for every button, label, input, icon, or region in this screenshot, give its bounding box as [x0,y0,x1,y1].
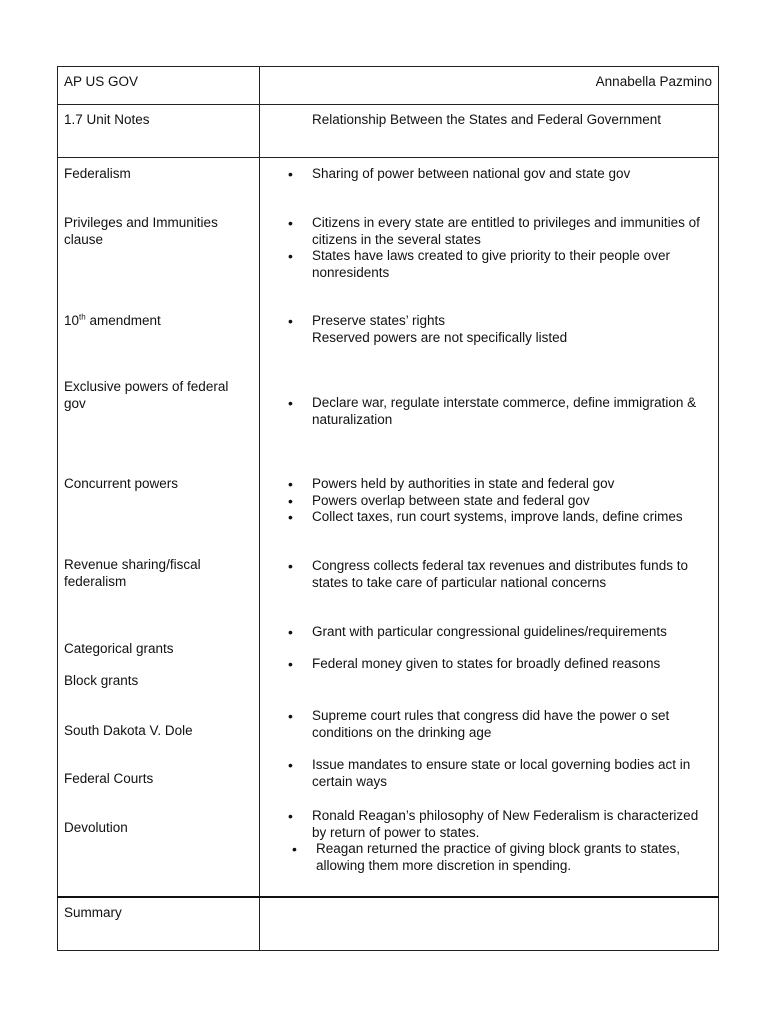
list-item: • Sharing of power between national gov and state gov [260,166,719,183]
student-name: Annabella Pazmino [260,67,719,105]
topic-title: Relationship Between the States and Federal Government [260,105,719,158]
summary-content [260,897,719,951]
notes-concurrent [260,476,719,526]
list-item: • Congress collects federal tax revenues and distributes funds to states to take care of particular national concerns [260,558,719,591]
cornell-notes-table [57,66,719,951]
notes-tenth [260,313,719,346]
term-tenth-word: amendment [85,313,161,328]
subheader-row [58,105,719,158]
list-item: • Citizens in every state are entitled to privileges and immunities of citizens in the several states [260,215,719,248]
notes-block [260,656,719,673]
notes-revenue [260,558,719,591]
term-revenue-sharing: Revenue sharing/fiscal federalism [64,557,201,589]
term-exclusive-powers: Exclusive powers of federal gov [64,379,229,411]
term-federalism: Federalism [64,166,131,181]
summary-row [58,897,719,951]
list-item: • Preserve states’ rights [260,313,719,330]
term-concurrent-powers: Concurrent powers [64,476,179,491]
term-categorical-grants: Categorical grants [64,641,174,656]
term-tenth-number: 10 [64,313,80,328]
list-item: • States have laws created to give priority to their people over nonresidents [260,248,719,281]
notes-categorical [260,624,719,641]
notes-devolution [260,808,719,874]
list-item: • Supreme court rules that congress did have the power o set conditions on the drinking age [260,708,719,741]
list-item: • Reagan returned the practice of giving block grants to states, allowing them more discretion in spending. [260,841,719,874]
list-item: Reserved powers are not specifically listed [312,329,568,345]
term-privileges-immunities: Privileges and Immunities clause [64,215,218,247]
list-item: • Grant with particular congressional guidelines/requirements [260,624,719,641]
list-item: • Powers held by authorities in state and federal gov [260,476,719,493]
term-tenth-suffix: th [79,312,86,322]
header-row [58,67,719,105]
list-item: • Ronald Reagan’s philosophy of New Federalism is characterized by return of power to states. [260,808,719,841]
terms-column [58,158,260,898]
term-devolution: Devolution [64,820,128,835]
term-federal-courts: Federal Courts [64,771,154,786]
notes-dole [260,708,719,741]
unit-label: 1.7 Unit Notes [58,105,260,158]
notes-row [58,158,719,898]
term-south-dakota-v-dole: South Dakota V. Dole [64,723,193,738]
list-item: • Collect taxes, run court systems, improve lands, define crimes [260,509,719,526]
term-tenth-amendment [64,313,250,330]
course-name: AP US GOV [58,67,260,105]
list-item: • Issue mandates to ensure state or local governing bodies act in certain ways [260,757,719,790]
list-item: • Declare war, regulate interstate commerce, define immigration & naturalization [260,395,719,428]
summary-label: Summary [58,897,260,951]
notes-privileges [260,215,719,281]
notes-exclusive [260,395,719,428]
list-item: • Powers overlap between state and federal gov [260,493,719,510]
notes-federalism [260,166,719,183]
notes-column [260,158,719,898]
term-block-grants: Block grants [64,673,139,688]
list-item: • Federal money given to states for broadly defined reasons [260,656,719,673]
notes-courts [260,757,719,790]
